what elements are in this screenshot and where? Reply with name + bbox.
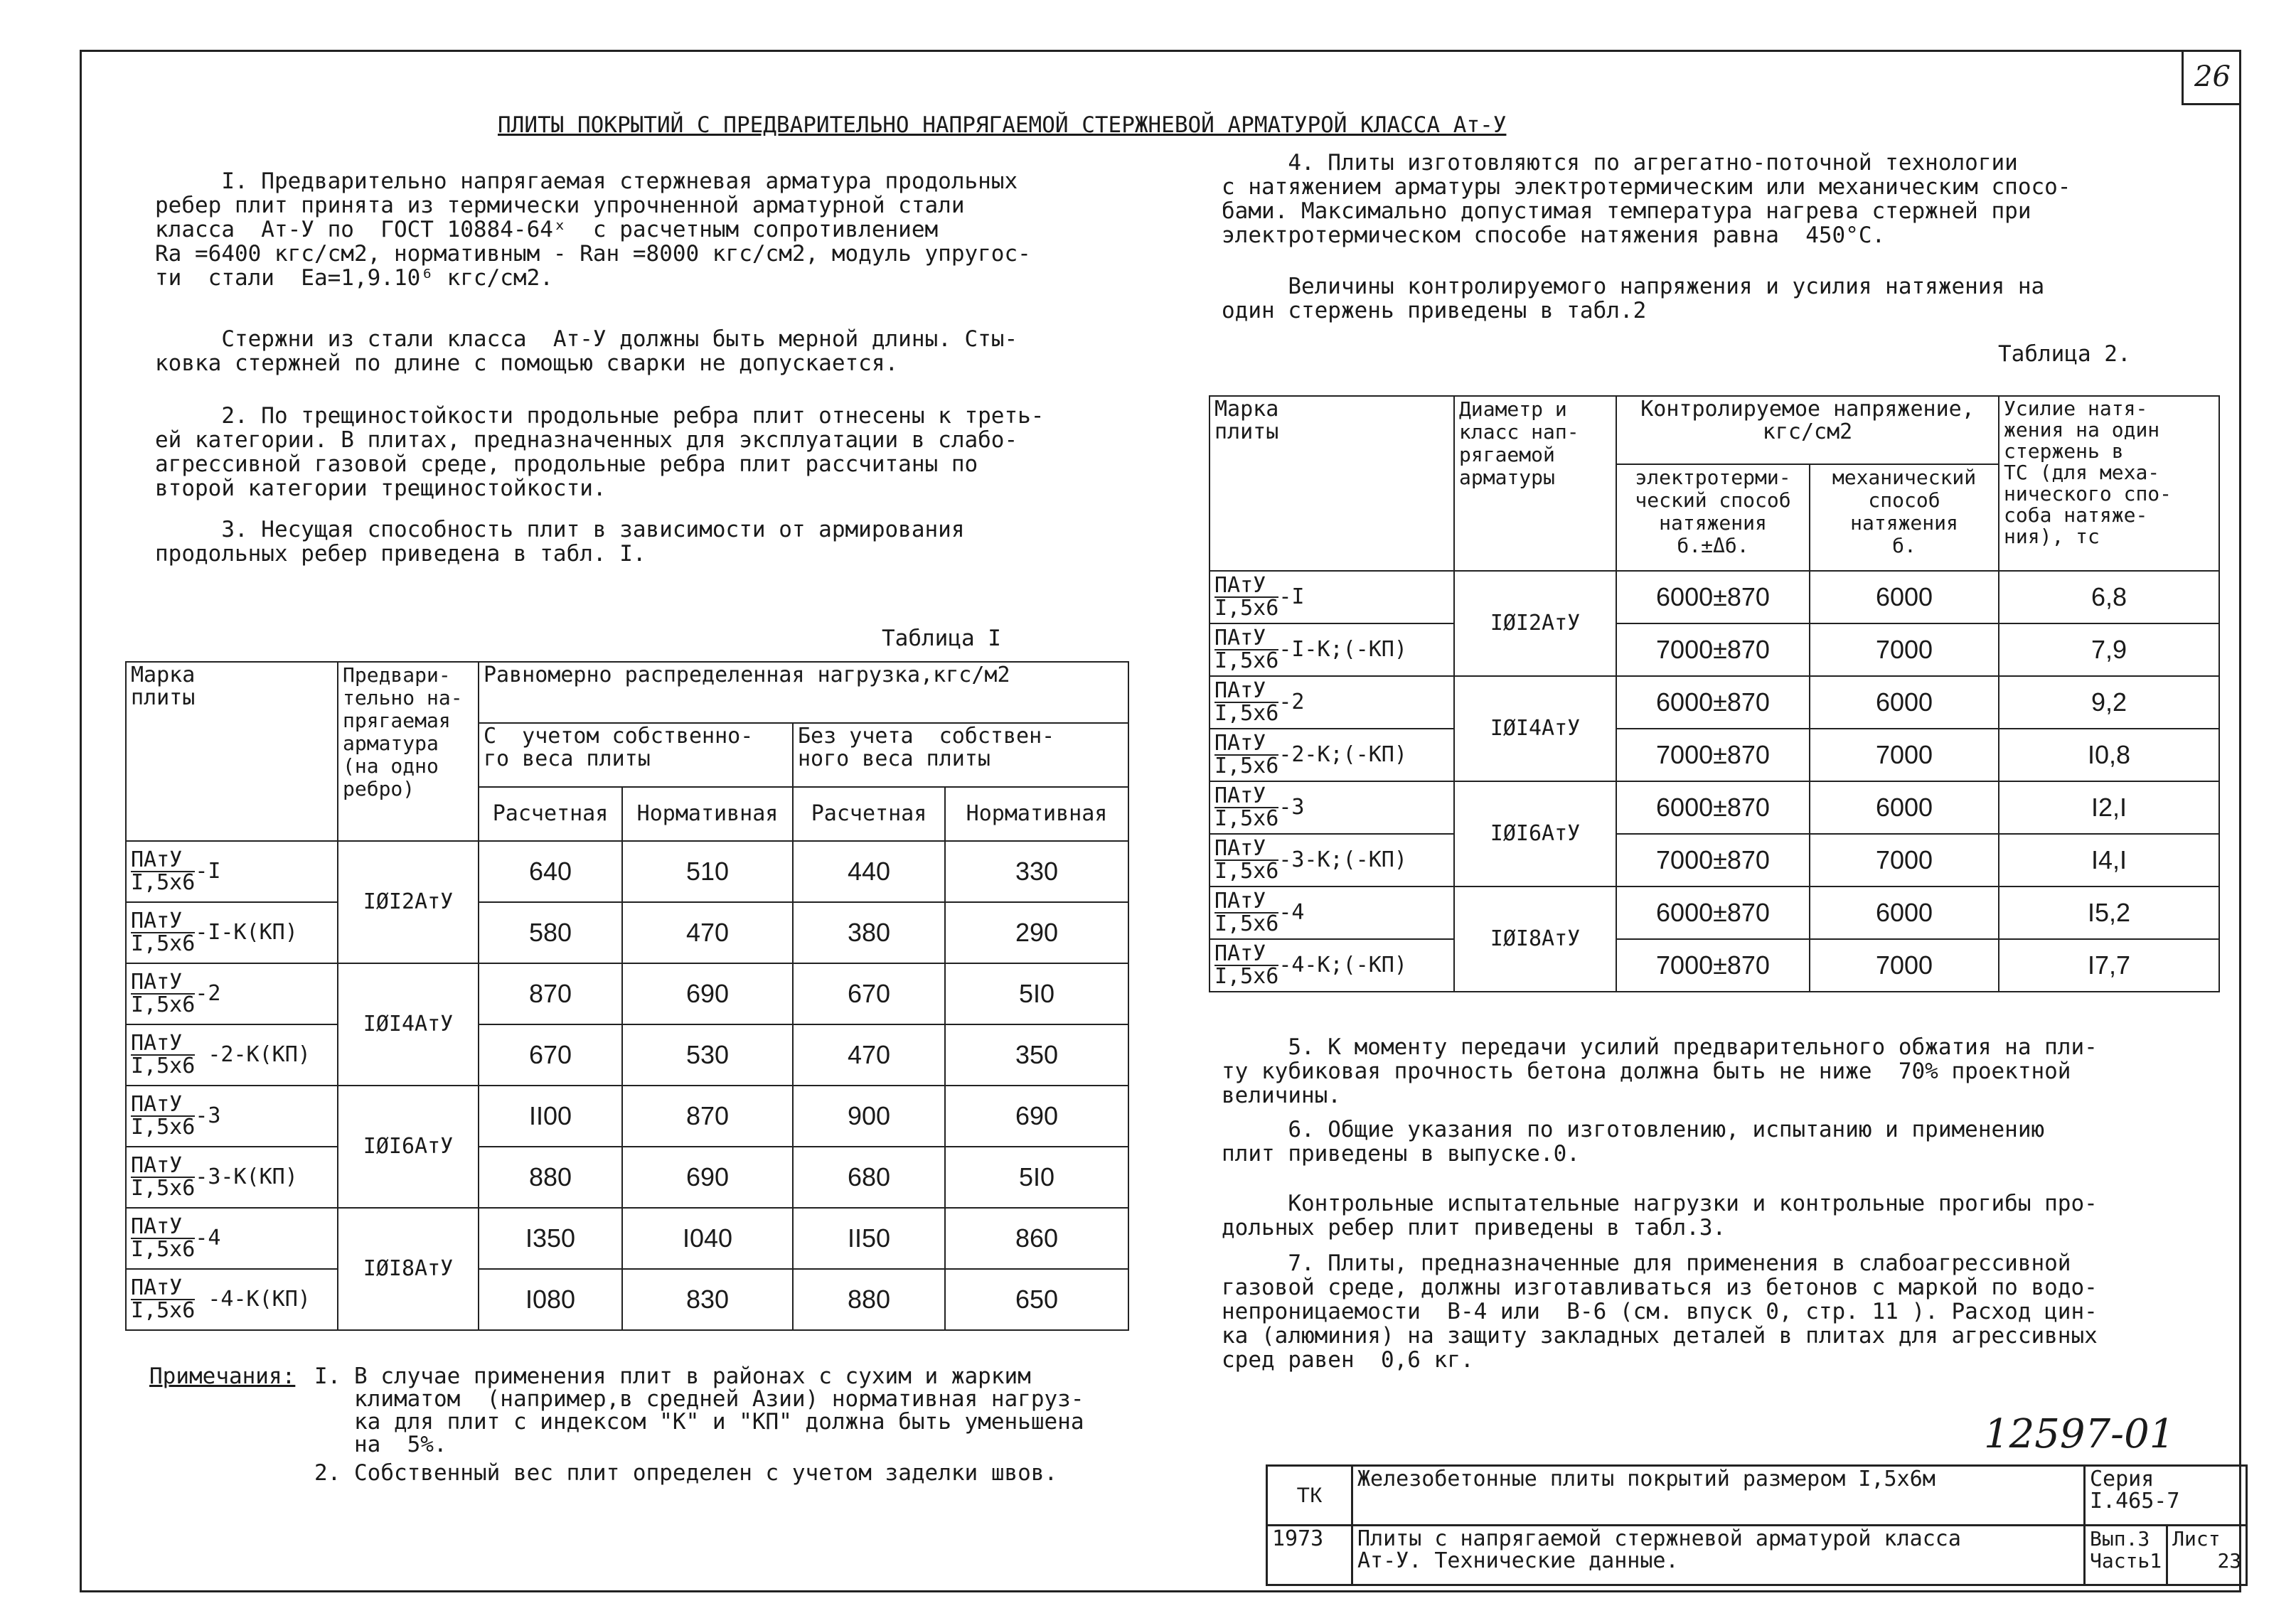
- handwritten-number: 12597-01: [1984, 1411, 2175, 1457]
- table2-cell: 6000±870: [1616, 887, 1810, 939]
- table2-cell: I2,I: [1999, 781, 2219, 834]
- table2-row-mark: $\frac{\text{ПАтУ}}{I,5х6}$ -2: [1210, 676, 1454, 729]
- paragraph-5: 4. Плиты изготовляются по агрегатно-поточной технологии с натяжением арматуры электротермическим или механическим спосо- бами. Максимально допустимая температура нагрева стержней при электротермическом способе натяжения равна 450°С.: [1222, 150, 2071, 248]
- table1-cell: II50: [793, 1208, 945, 1269]
- table1-cell: I080: [479, 1269, 622, 1330]
- title-block-top: Железобетонные плиты покрытий размером I,5х6м: [1352, 1466, 2085, 1526]
- table2-cell: 6000: [1810, 571, 1999, 623]
- table2-header-ctrl: Контролируемое напряжение, кгс/см2: [1616, 396, 1999, 464]
- table2-cell: 6000: [1810, 676, 1999, 729]
- table2-cell: 6000±870: [1616, 571, 1810, 623]
- title-block-vyp: [2085, 1526, 2167, 1585]
- note-1: I. В случае применения плит в районах с сухим и жарким климатом (например,в средней Азии) нормативная нагруз- ка для плит с индексом "К" и "КП" должна быть уменьшена на 5%.: [314, 1364, 1084, 1457]
- table2-row-arm: IØI6АтУ: [1454, 781, 1616, 887]
- notes-block: [149, 1364, 1084, 1486]
- table1-header-norm1: Нормативная: [622, 787, 793, 841]
- title-block-series: [2085, 1466, 2247, 1526]
- table2-row-mark: $\frac{\text{ПАтУ}}{I,5х6}$ -3-К;(-КП): [1210, 834, 1454, 887]
- table1-row-arm: IØI6АтУ: [338, 1086, 479, 1208]
- table2-row-mark: $\frac{\text{ПАтУ}}{I,5х6}$ -I-К;(-КП): [1210, 623, 1454, 676]
- table2-header-mech: механический способ натяжения б.: [1810, 464, 1999, 571]
- table1-cell: I040: [622, 1208, 793, 1269]
- table1-cell: 860: [945, 1208, 1128, 1269]
- table2-cell: 6000: [1810, 887, 1999, 939]
- paragraph-3: 2. По трещиностойкости продольные ребра плит отнесены к треть- ей категории. В плитах, предназначенных для эксплуатации в слабо- агрессивной газовой среде, продольные ребра плит рассчитаны по второй категории трещиностойкости.: [155, 403, 1045, 501]
- table1-cell: 470: [622, 902, 793, 963]
- table1-header-load: Равномерно распределенная нагрузка,кгс/м2: [479, 662, 1128, 723]
- part-label: Часть1: [2090, 1549, 2162, 1573]
- table2-cell: 7000: [1810, 623, 1999, 676]
- table1-cell: I350: [479, 1208, 622, 1269]
- table2-cell: 6000: [1810, 781, 1999, 834]
- table1-cell: 870: [479, 963, 622, 1024]
- table2-row-mark: $\frac{\text{ПАтУ}}{I,5х6}$ -3: [1210, 781, 1454, 834]
- table1-row-arm: IØI2АтУ: [338, 841, 479, 963]
- page-number: 26: [2182, 50, 2241, 105]
- paragraph-2: Стержни из стали класса Ат-У должны быть мерной длины. Сты- ковка стержней по длине с помощью сварки не допускается.: [155, 326, 1018, 376]
- table1-header-calc1: Расчетная: [479, 787, 622, 841]
- table1-header-arm: Предвари- тельно на- прягаемая арматура (на одно ребро): [338, 662, 479, 841]
- table1-cell: 670: [479, 1024, 622, 1086]
- table1-cell: 680: [793, 1147, 945, 1208]
- table-1: [125, 661, 1129, 1331]
- title-block-sheet: [2167, 1526, 2247, 1585]
- table1-cell: 650: [945, 1269, 1128, 1330]
- table2-cell: I4,I: [1999, 834, 2219, 887]
- table1-header-without-weight: Без учета собствен- ного веса плиты: [793, 723, 1128, 787]
- table1-caption: Таблица I: [882, 626, 1001, 651]
- series-label: Серия: [2090, 1467, 2154, 1491]
- table2-cell: I5,2: [1999, 887, 2219, 939]
- table1-cell: 380: [793, 902, 945, 963]
- table2-row-mark: $\frac{\text{ПАтУ}}{I,5х6}$ -2-К;(-КП): [1210, 729, 1454, 781]
- notes-label: Примечания:: [149, 1364, 296, 1389]
- table1-cell: 690: [622, 963, 793, 1024]
- table1-row-mark: $\frac{\text{ПАтУ}}{I,5х6}$ -3-К(КП): [126, 1147, 338, 1208]
- table1-cell: 350: [945, 1024, 1128, 1086]
- table2-cell: 6000±870: [1616, 676, 1810, 729]
- table2-cell: I0,8: [1999, 729, 2219, 781]
- table1-cell: II00: [479, 1086, 622, 1147]
- table2-header-mark: Марка плиты: [1210, 396, 1454, 571]
- table2-row-arm: IØI8АтУ: [1454, 887, 1616, 992]
- table2-caption: Таблица 2.: [1998, 341, 2131, 367]
- sheet-label: Лист: [2172, 1527, 2221, 1550]
- table1-row-mark: $\frac{\text{ПАтУ}}{I,5х6}$ -4: [126, 1208, 338, 1269]
- table2-cell: I7,7: [1999, 939, 2219, 992]
- table2-cell: 6000±870: [1616, 781, 1810, 834]
- table1-cell: 690: [622, 1147, 793, 1208]
- table2-row-arm: IØI2АтУ: [1454, 571, 1616, 676]
- table1-cell: 670: [793, 963, 945, 1024]
- page-title: ПЛИТЫ ПОКРЫТИЙ С ПРЕДВАРИТЕЛЬНО НАПРЯГАЕМОЙ СТЕРЖНЕВОЙ АРМАТУРОЙ КЛАССА Ат-У: [498, 112, 1507, 138]
- table2-row-mark: $\frac{\text{ПАтУ}}{I,5х6}$ -4-К;(-КП): [1210, 939, 1454, 992]
- paragraph-4: 3. Несущая способность плит в зависимости от армирования продольных ребер приведена в табл. I.: [155, 517, 965, 567]
- table1-row-arm: IØI8АтУ: [338, 1208, 479, 1330]
- table2-header-force: Усилие натя- жения на один стержень в ТС (для меха- нического спо- соба натяже- ния), тс: [1999, 396, 2219, 571]
- vyp-label: Вып.3: [2090, 1527, 2150, 1550]
- table2-cell: 7000: [1810, 834, 1999, 887]
- paragraph-7: 5. К моменту передачи усилий предварительного обжатия на пли- ту кубиковая прочность бетона должна быть не ниже 70% проектной величины.: [1222, 1034, 2098, 1108]
- note-2: 2. Собственный вес плит определен с учетом заделки швов.: [314, 1460, 1058, 1486]
- table2-header-elec: электротерми- ческий способ натяжения б.±Δб.: [1616, 464, 1810, 571]
- table1-row-mark: $\frac{\text{ПАтУ}}{I,5х6}$ -3: [126, 1086, 338, 1147]
- table2-cell: 9,2: [1999, 676, 2219, 729]
- table1-cell: 880: [793, 1269, 945, 1330]
- table1-row-mark: $\frac{\text{ПАтУ}}{I,5х6}$ -I: [126, 841, 338, 902]
- table1-header-norm2: Нормативная: [945, 787, 1128, 841]
- table1-cell: 870: [622, 1086, 793, 1147]
- table1-cell: 580: [479, 902, 622, 963]
- table1-row-mark: $\frac{\text{ПАтУ}}{I,5х6}$ -2: [126, 963, 338, 1024]
- table2-row-mark: $\frac{\text{ПАтУ}}{I,5х6}$ -4: [1210, 887, 1454, 939]
- paragraph-8: 6. Общие указания по изготовлению, испытанию и применению плит приведены в выпуске.0.: [1222, 1117, 2045, 1167]
- paragraph-1: I. Предварительно напрягаемая стержневая арматура продольных ребер плит принята из термически упрочненной арматурной стали класса Ат-У по ГОСТ 10884-64ˣ с расчетным сопротивлением Rа =6400 кгс/см2, нормативным - Rан =8000 кгс/см2, модуль упругос- ти стали Eа=1,9.10⁶ кгс/см2.: [155, 168, 1031, 291]
- series-value: I.465-7: [2090, 1489, 2180, 1514]
- table1-cell: 440: [793, 841, 945, 902]
- paragraph-9: Контрольные испытательные нагрузки и контрольные прогибы про- дольных ребер плит приведены в табл.3.: [1222, 1191, 2098, 1241]
- table-2: [1209, 395, 2220, 992]
- table1-cell: 690: [945, 1086, 1128, 1147]
- table2-cell: 7000±870: [1616, 729, 1810, 781]
- table1-header-calc2: Расчетная: [793, 787, 945, 841]
- table2-cell: 7,9: [1999, 623, 2219, 676]
- table1-cell: 470: [793, 1024, 945, 1086]
- table2-cell: 7000: [1810, 939, 1999, 992]
- table1-header-with-weight: С учетом собственно- го веса плиты: [479, 723, 793, 787]
- table2-header-diam: Диаметр и класс нап- рягаемой арматуры: [1454, 396, 1616, 571]
- table2-cell: 7000±870: [1616, 834, 1810, 887]
- paragraph-6: Величины контролируемого напряжения и усилия натяжения на один стержень приведены в табл.2: [1222, 274, 2045, 323]
- title-block-code: ТК: [1267, 1466, 1352, 1526]
- table1-cell: 530: [622, 1024, 793, 1086]
- title-block: [1266, 1464, 2248, 1586]
- table1-row-mark: $\frac{\text{ПАтУ}}{I,5х6}$ -I-К(КП): [126, 902, 338, 963]
- table1-cell: 640: [479, 841, 622, 902]
- table1-row-mark: $\frac{\text{ПАтУ}}{I,5х6}$ -4-К(КП): [126, 1269, 338, 1330]
- table1-row-mark: $\frac{\text{ПАтУ}}{I,5х6}$ -2-К(КП): [126, 1024, 338, 1086]
- table2-row-arm: IØI4АтУ: [1454, 676, 1616, 781]
- table1-cell: 880: [479, 1147, 622, 1208]
- table1-cell: 5I0: [945, 1147, 1128, 1208]
- table1-cell: 900: [793, 1086, 945, 1147]
- table2-cell: 7000: [1810, 729, 1999, 781]
- table2-row-mark: $\frac{\text{ПАтУ}}{I,5х6}$ -I: [1210, 571, 1454, 623]
- table1-cell: 830: [622, 1269, 793, 1330]
- title-block-year: 1973: [1267, 1526, 1352, 1585]
- table2-cell: 7000±870: [1616, 623, 1810, 676]
- table1-row-arm: IØI4АтУ: [338, 963, 479, 1086]
- table1-cell: 510: [622, 841, 793, 902]
- paragraph-10: 7. Плиты, предназначенные для применения в слабоагрессивной газовой среде, должны изготавливаться из бетонов с маркой по водо- непроницаемости В-4 или В-6 (см. впуск 0, стр. 11 ). Расход цин- ка (алюминия) на защиту закладных деталей в плитах для агрессивных сред равен 0,6 кг.: [1222, 1250, 2098, 1373]
- table2-cell: 7000±870: [1616, 939, 1810, 992]
- table1-cell: 5I0: [945, 963, 1128, 1024]
- table1-header-mark: Марка плиты: [126, 662, 338, 841]
- title-block-bottom: Плиты с напрягаемой стержневой арматурой класса Ат-У. Технические данные.: [1352, 1526, 2085, 1585]
- table1-cell: 290: [945, 902, 1128, 963]
- sheet-value: 23: [2217, 1549, 2242, 1573]
- table2-cell: 6,8: [1999, 571, 2219, 623]
- table1-cell: 330: [945, 841, 1128, 902]
